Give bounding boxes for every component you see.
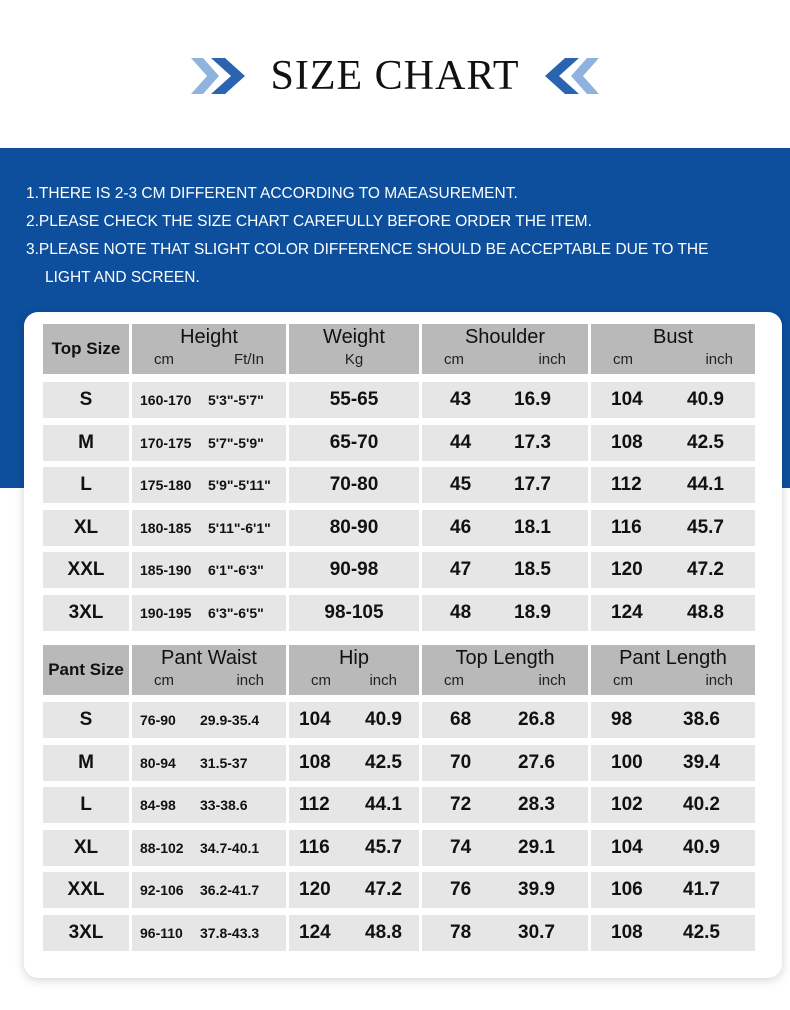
pant-pant_in: 41.7 (683, 879, 720, 901)
top-weight: 90-98 (329, 559, 379, 581)
top-shoulder_cm: 47 (450, 559, 472, 581)
pant-row-pant-length (591, 702, 755, 738)
top-row-height (132, 552, 286, 588)
top-row-shoulder (422, 425, 588, 461)
top-height_ft: 6'1"-6'3" (208, 562, 264, 579)
top-row-height (132, 510, 286, 546)
note-3: 3.PLEASE NOTE THAT SLIGHT COLOR DIFFERENCE SHOULD BE ACCEPTABLE DUE TO THE (26, 241, 709, 258)
top-bust_cm: 112 (611, 474, 642, 496)
size-label: 3XL (68, 602, 104, 623)
title-row (0, 48, 790, 104)
top-weight: 65-70 (329, 431, 379, 453)
pant-row-top-length (422, 702, 588, 738)
pant-hip_in: 42.5 (365, 751, 402, 773)
pant-row-hip (289, 872, 419, 908)
top-height-label: Height (180, 326, 238, 348)
pant-row-pant-length (591, 872, 755, 908)
top-row-bust (591, 382, 755, 418)
top-bust_in: 45.7 (687, 516, 724, 538)
top-height_cm: 180-185 (140, 519, 192, 536)
top-bust_cm: 108 (611, 431, 643, 453)
page-title: SIZE CHART (270, 53, 520, 99)
pant-waist_in: 37.8-43.3 (200, 925, 260, 941)
notes (26, 180, 776, 292)
pant-pant_in: 38.6 (683, 709, 720, 730)
pant-waist_cm: 76-90 (140, 712, 176, 728)
pant-row-hip (289, 830, 419, 866)
top-bust-inch: inch (705, 351, 733, 368)
pant-row-top-length (422, 745, 588, 781)
top-shoulder_cm: 45 (450, 474, 472, 496)
pant-pant_in: 40.2 (683, 794, 720, 816)
pant-row-pant-length (591, 915, 755, 951)
pant-hip_cm: 116 (299, 836, 330, 858)
pant-row-hip (289, 915, 419, 951)
pant-row-top-length (422, 830, 588, 866)
top-height-cm: cm (154, 351, 174, 368)
size-label: M (78, 431, 94, 453)
size-label: 3XL (68, 922, 104, 943)
top-bust_cm: 104 (611, 389, 643, 410)
top-row-size (43, 382, 129, 418)
top-shoulder_in: 18.5 (514, 559, 551, 581)
top-shoulder-label: Shoulder (464, 326, 546, 348)
top-shoulder_cm: 43 (450, 389, 472, 410)
top-row-bust (591, 425, 755, 461)
pant-top_in: 26.8 (518, 709, 555, 730)
top-height_ft: 5'3"-5'7" (208, 392, 264, 408)
pant-top-length-cm: cm (444, 672, 464, 689)
pant-row-pant-length (591, 787, 755, 823)
top-weight: 98-105 (324, 602, 384, 623)
pant-pant_cm: 98 (611, 709, 633, 730)
pant-hip-cm: cm (311, 672, 331, 689)
top-row-height (132, 467, 286, 503)
pant-top_in: 39.9 (518, 879, 555, 901)
pant-size-header (43, 645, 129, 695)
top-weight: 80-90 (329, 516, 379, 538)
pant-waist_in: 36.2-41.7 (200, 882, 260, 899)
top-row-size (43, 467, 129, 503)
top-row-weight (289, 425, 419, 461)
top-bust_in: 42.5 (687, 431, 724, 453)
pant-row-hip (289, 745, 419, 781)
pant-top-length-header (422, 645, 588, 695)
top-row-weight (289, 510, 419, 546)
top-height-header (132, 324, 286, 374)
pant-hip_cm: 112 (299, 794, 330, 816)
top-bust_cm: 124 (611, 602, 643, 623)
pant-pant-length-inch: inch (705, 672, 733, 689)
top-row-shoulder (422, 382, 588, 418)
pant-hip_in: 40.9 (365, 709, 402, 730)
chevron-left-icon (537, 52, 601, 100)
pant-pant_cm: 104 (611, 836, 643, 858)
pant-row-size (43, 787, 129, 823)
top-row-size (43, 425, 129, 461)
pant-waist_cm: 80-94 (140, 754, 176, 771)
top-height_ft: 6'3"-6'5" (208, 605, 264, 621)
pant-row-top-length (422, 787, 588, 823)
pant-row-hip (289, 702, 419, 738)
pant-hip_in: 48.8 (365, 922, 402, 943)
top-bust-header (591, 324, 755, 374)
pant-row-waist (132, 787, 286, 823)
top-row-height (132, 382, 286, 418)
top-size-header (43, 324, 129, 374)
top-weight: 70-80 (329, 474, 379, 496)
top-shoulder-cm: cm (444, 351, 464, 368)
pant-pant-length-label: Pant Length (619, 647, 727, 669)
top-row-weight (289, 467, 419, 503)
pant-hip_in: 44.1 (365, 794, 402, 816)
note-2: 2.PLEASE CHECK THE SIZE CHART CAREFULLY BEFORE ORDER THE ITEM. (26, 213, 592, 230)
size-label: L (80, 474, 92, 496)
pant-size-header-label: Pant Size (48, 660, 124, 679)
pant-row-pant-length (591, 830, 755, 866)
pant-top_cm: 74 (450, 836, 472, 858)
pant-row-size (43, 745, 129, 781)
top-row-bust (591, 467, 755, 503)
size-label: XXL (67, 879, 105, 901)
top-shoulder_cm: 44 (450, 431, 472, 453)
pant-row-waist (132, 830, 286, 866)
pant-row-size (43, 830, 129, 866)
pant-hip_cm: 108 (299, 751, 331, 773)
pant-top-length-label: Top Length (455, 647, 555, 669)
top-shoulder-inch: inch (538, 351, 566, 368)
pant-hip_in: 45.7 (365, 836, 402, 858)
top-row-size (43, 552, 129, 588)
size-label: XL (73, 516, 99, 538)
pant-top_in: 28.3 (518, 794, 555, 816)
pant-row-size (43, 702, 129, 738)
pant-waist-label: Pant Waist (161, 647, 257, 669)
top-weight-unit: Kg (344, 351, 364, 368)
top-shoulder_cm: 48 (450, 602, 472, 623)
top-weight: 55-65 (329, 389, 379, 410)
top-bust-cm: cm (613, 351, 633, 368)
pant-row-size (43, 872, 129, 908)
top-row-weight (289, 595, 419, 631)
chevron-right-icon (189, 52, 253, 100)
size-label: XXL (67, 559, 105, 581)
pant-pant-length-cm: cm (613, 672, 633, 689)
top-shoulder_in: 17.7 (514, 474, 551, 496)
top-shoulder_in: 16.9 (514, 389, 551, 410)
top-height_ft: 5'7"-5'9" (208, 434, 264, 451)
top-row-height (132, 425, 286, 461)
pant-top_in: 29.1 (518, 836, 555, 858)
top-row-weight (289, 382, 419, 418)
pant-waist_in: 34.7-40.1 (200, 839, 260, 856)
top-height_cm: 160-170 (140, 392, 192, 408)
pant-hip_in: 47.2 (365, 879, 402, 901)
pant-pant_cm: 106 (611, 879, 643, 901)
top-row-bust (591, 510, 755, 546)
pant-waist-cm: cm (154, 672, 174, 689)
pant-row-waist (132, 915, 286, 951)
pant-row-top-length (422, 915, 588, 951)
top-height_ft: 5'9"-5'11" (208, 477, 271, 494)
pant-top_in: 30.7 (518, 922, 555, 943)
note-3-continued: LIGHT AND SCREEN. (45, 269, 200, 286)
pant-waist-header (132, 645, 286, 695)
pant-hip-header (289, 645, 419, 695)
top-height_ft: 5'11"-6'1" (208, 519, 271, 536)
pant-waist_cm: 96-110 (140, 925, 183, 941)
top-height_cm: 175-180 (140, 477, 192, 494)
pant-row-size (43, 915, 129, 951)
pant-top_cm: 78 (450, 922, 472, 943)
pant-hip_cm: 104 (299, 709, 331, 730)
pant-waist_cm: 84-98 (140, 797, 176, 814)
top-shoulder_in: 18.9 (514, 602, 551, 623)
top-height-alt: Ft/In (233, 351, 264, 368)
pant-top_cm: 68 (450, 709, 472, 730)
pant-pant_in: 40.9 (683, 836, 720, 858)
pant-waist_cm: 92-106 (140, 882, 184, 899)
pant-pant_cm: 100 (611, 751, 643, 773)
top-shoulder_in: 17.3 (514, 431, 551, 453)
pant-waist_cm: 88-102 (140, 839, 184, 856)
top-row-weight (289, 552, 419, 588)
pant-top_cm: 72 (450, 794, 472, 816)
top-bust_in: 47.2 (687, 559, 724, 581)
pant-pant-length-header (591, 645, 755, 695)
size-label: M (78, 751, 94, 773)
pant-waist_in: 33-38.6 (200, 797, 248, 814)
top-height_cm: 190-195 (140, 605, 192, 621)
top-weight-header (289, 324, 419, 374)
pant-top_in: 27.6 (518, 751, 555, 773)
top-weight-label: Weight (323, 326, 385, 348)
pant-row-top-length (422, 872, 588, 908)
pant-row-waist (132, 872, 286, 908)
top-row-shoulder (422, 510, 588, 546)
top-bust-label: Bust (652, 326, 694, 348)
top-bust_in: 48.8 (687, 602, 724, 623)
pant-row-pant-length (591, 745, 755, 781)
pant-hip-inch: inch (369, 672, 397, 689)
pant-waist_in: 31.5-37 (200, 754, 248, 771)
top-size-header-label: Top Size (51, 339, 121, 358)
pant-pant_in: 39.4 (683, 751, 720, 773)
pant-waist_in: 29.9-35.4 (200, 712, 260, 728)
note-1: 1.THERE IS 2-3 CM DIFFERENT ACCORDING TO MAEASUREMENT. (26, 185, 518, 202)
top-bust_in: 44.1 (687, 474, 724, 496)
top-row-bust (591, 595, 755, 631)
top-row-bust (591, 552, 755, 588)
size-label: S (79, 709, 93, 730)
size-label: L (80, 794, 92, 816)
pant-hip_cm: 120 (299, 879, 331, 901)
pant-pant_in: 42.5 (683, 922, 720, 943)
pant-top_cm: 70 (450, 751, 472, 773)
top-row-height (132, 595, 286, 631)
top-row-shoulder (422, 595, 588, 631)
pant-hip_cm: 124 (299, 922, 331, 943)
top-bust_cm: 120 (611, 559, 643, 581)
top-height_cm: 185-190 (140, 562, 192, 579)
top-height_cm: 170-175 (140, 434, 192, 451)
top-shoulder-header (422, 324, 588, 374)
top-shoulder_cm: 46 (450, 516, 472, 538)
pant-row-hip (289, 787, 419, 823)
pant-top_cm: 76 (450, 879, 472, 901)
pant-row-waist (132, 745, 286, 781)
top-row-size (43, 510, 129, 546)
pant-waist-inch: inch (236, 672, 264, 689)
pant-pant_cm: 108 (611, 922, 643, 943)
size-label: XL (73, 836, 99, 858)
top-bust_cm: 116 (611, 516, 642, 538)
size-label: S (79, 389, 93, 410)
pant-hip-label: Hip (338, 647, 369, 669)
top-row-shoulder (422, 552, 588, 588)
top-row-size (43, 595, 129, 631)
top-shoulder_in: 18.1 (514, 516, 551, 538)
size-chart-card (24, 312, 782, 978)
top-row-shoulder (422, 467, 588, 503)
pant-top-length-inch: inch (538, 672, 566, 689)
pant-row-waist (132, 702, 286, 738)
pant-pant_cm: 102 (611, 794, 643, 816)
top-bust_in: 40.9 (687, 389, 724, 410)
